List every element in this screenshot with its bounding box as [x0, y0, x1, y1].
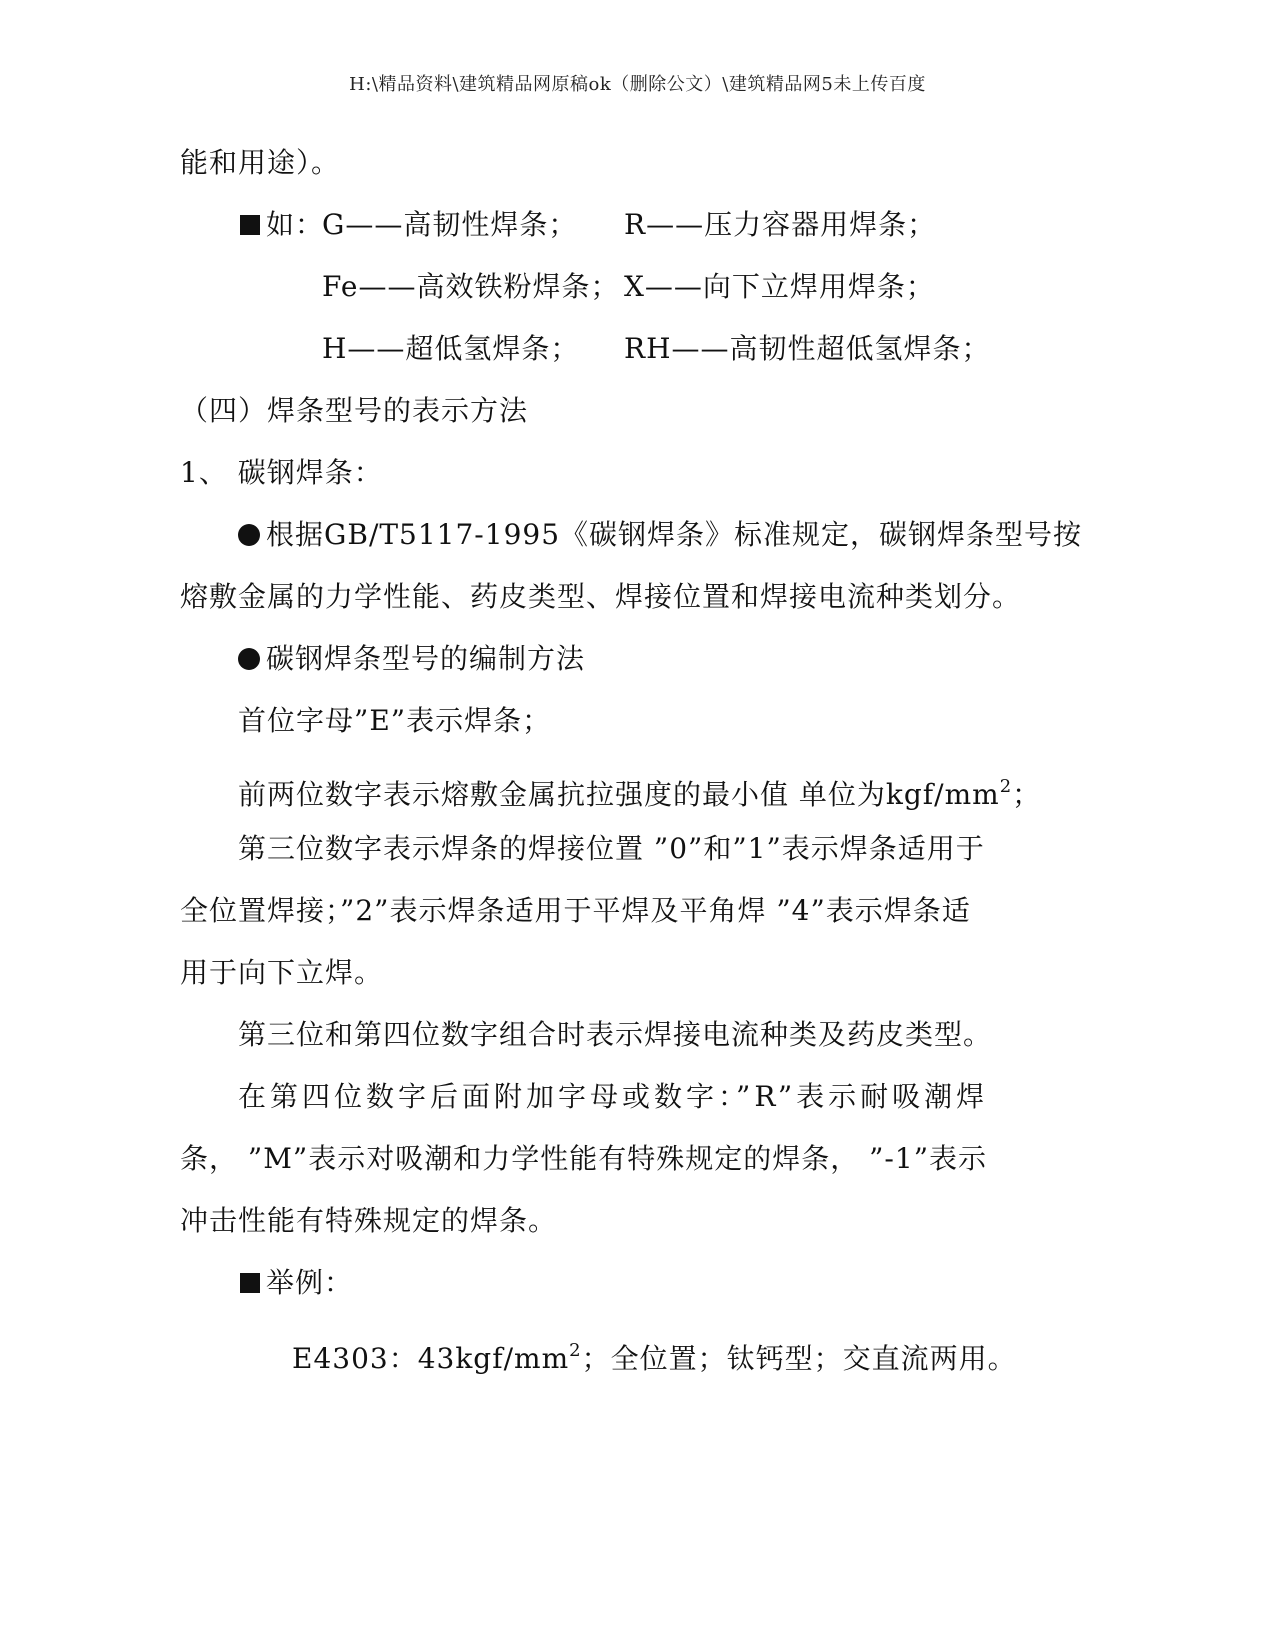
example-heading: [240, 1263, 353, 1303]
example-g: G——高韧性焊条；: [322, 208, 578, 241]
superscript: 2: [569, 1340, 582, 1361]
bullet1-text-line2: 熔敷金属的力学性能、药皮类型、焊接位置和焊接电流种类划分。: [180, 580, 1022, 613]
rule-suffix-line2: 条， ”M”表示对吸潮和力学性能有特殊规定的焊条， ”-1”表示: [180, 1142, 988, 1175]
examples-row-1: [240, 205, 324, 245]
rule-suffix-line3: 冲击性能有特殊规定的焊条。: [180, 1204, 558, 1237]
example-heading-text: 举例：: [266, 1266, 354, 1299]
example-fe: Fe——高效铁粉焊条；: [322, 270, 620, 303]
rule-first-letter: 首位字母”E”表示焊条；: [238, 704, 552, 737]
rule-combination: 第三位和第四位数字组合时表示焊接电流种类及药皮类型。: [238, 1018, 993, 1051]
example-e4303: [292, 1331, 1017, 1379]
dot-bullet-icon: [238, 648, 260, 670]
bullet2-text: 碳钢焊条型号的编制方法: [266, 642, 586, 675]
dot-bullet-icon: [238, 524, 260, 546]
rule-strength-end: ；: [1012, 778, 1042, 811]
bullet-paragraph-2: [238, 639, 585, 679]
example-e4303-text: E4303：43kgf/mm: [292, 1342, 570, 1375]
rule-strength: [238, 767, 1041, 815]
bullet1-text-line1: 根据GB/T5117-1995《碳钢焊条》标准规定，碳钢焊条型号按: [266, 518, 1083, 551]
subsection-heading: 1、 碳钢焊条：: [180, 456, 383, 489]
rule-position-line3: 用于向下立焊。: [180, 956, 384, 989]
example-r: R——压力容器用焊条；: [624, 208, 937, 241]
rule-position-line1: 第三位数字表示焊条的焊接位置 ”0”和”1”表示焊条适用于: [238, 832, 985, 865]
superscript: 2: [999, 776, 1013, 797]
bullet-paragraph-1: [238, 515, 1082, 555]
rule-position-line2: 全位置焊接；”2”表示焊条适用于平焊及平角焊 ”4”表示焊条适: [180, 894, 971, 927]
square-bullet-icon: [240, 215, 260, 235]
examples-prefix: 如：: [266, 208, 325, 241]
rule-strength-text: 前两位数字表示熔敷金属抗拉强度的最小值 单位为kgf/mm: [238, 778, 1000, 811]
square-bullet-icon: [240, 1273, 260, 1293]
rule-suffix-line1: 在第四位数字后面附加字母或数字：”R”表示耐吸潮焊: [238, 1080, 989, 1113]
document-path-header: H:\精品资料\建筑精品网原稿ok（删除公文）\建筑精品网5未上传百度: [349, 74, 926, 95]
section-heading: （四）焊条型号的表示方法: [180, 394, 529, 427]
example-rh: RH——高韧性超低氢焊条；: [624, 332, 991, 365]
example-h: H——超低氢焊条；: [322, 332, 580, 365]
example-e4303-end: ；全位置；钛钙型；交直流两用。: [581, 1342, 1017, 1375]
paragraph-continuation: 能和用途）。: [180, 146, 341, 179]
example-x: X——向下立焊用焊条；: [624, 270, 935, 303]
